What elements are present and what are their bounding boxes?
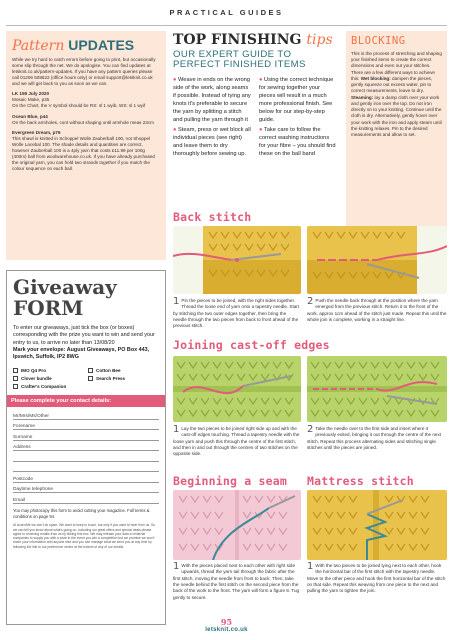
bullets-left (173, 76, 251, 159)
seam-step-1 (173, 563, 301, 601)
header-rule (6, 25, 447, 26)
checkbox-icon[interactable] (88, 368, 93, 373)
left-column (6, 31, 166, 625)
form-field-postcode[interactable] (13, 472, 159, 483)
step-number: 1 (307, 561, 314, 572)
title-bold: TOP FINISHING (173, 32, 302, 48)
joining-step-2 (307, 426, 447, 451)
blocking-box (346, 31, 447, 231)
update-heading: LK 159 July 2020 (12, 91, 50, 97)
back-stitch-illustration-1 (173, 226, 301, 294)
step-number: 1 (173, 561, 180, 572)
prize-checkboxes (13, 368, 159, 389)
updates-title-bold: UPDATES (68, 37, 135, 53)
giveaway-title-line1: Giveaway (13, 275, 117, 299)
title-main (173, 33, 337, 47)
section-title-joining: Joining cast-off edges (173, 338, 330, 352)
field-label: Forename (13, 424, 35, 430)
tips-bullets (173, 76, 337, 159)
giveaway-title-line2: FORM (13, 296, 84, 320)
prize-label: Cotton Bee (96, 368, 121, 374)
form-field-forename[interactable] (13, 420, 159, 431)
giveaway-small-print: At Acorn/life we don't do spam. We want to keep in touch, but only if you want to hear from us. So we can tell you know about what's going on, including our great offers and special deals please agree to receiving emails from us by ticking this box. We may release your data to external companies to supply you with a prize in the event you win a competition but we promise we won't share your information with anyone else and you can manage what we send you at any time by following the link to our preference centre at the bottom of any of our emails. (13, 523, 156, 549)
checkbox-icon[interactable] (13, 384, 18, 389)
prize-checkbox[interactable] (88, 368, 159, 373)
prize-checkbox[interactable] (13, 368, 84, 373)
step-number: 2 (307, 424, 314, 435)
form-field-address[interactable] (13, 441, 159, 452)
mattress-illustration (307, 490, 447, 560)
joining-illustration-1 (173, 356, 301, 422)
form-field-address-line[interactable] (13, 451, 159, 462)
step-text: Lay the two pieces to be joined right side up and with the cast-off edges touching. Thread a tapestry needle with the loose yarn and push this through the centre of the first stitch, and then in and out through the centres of two stitches on the opposite side. (173, 426, 300, 457)
bullet-text: Weave in ends on the wrong side of the work, along seams if possible. Instead of tying any knots it's preferable to secure the yarn by splitting a stitch and pulling the yarn through it (173, 77, 251, 124)
bullet-item (173, 76, 251, 125)
back-stitch-illustration-2 (307, 226, 447, 294)
steaming-text: lay a damp cloth over your work and gently iron over the top. Do not iron directly on to your knitting. Continue until the cloth is dry. Alternatively, gently hover over your work with the iron and apply steam until the knitting relaxes. Pin to the desired measurements and allow to set. (351, 94, 442, 138)
blocking-title: BLOCKING (351, 35, 406, 47)
step-text: With the pieces placed next to each other with right side upwards, thread the yarn tail through the fabric after the first stitch, moving the needle from front to back. Then, take the needle behind the first stitch on the second piece from the back of the work to the front. The yarn will form a figure 8. Tug gently to secure. (173, 563, 300, 600)
article-title (173, 33, 337, 71)
seam-illustration (173, 490, 301, 560)
field-label: Daytime telephone (13, 487, 53, 493)
field-label: Postcode (13, 476, 34, 482)
step-text: Take the needle over to the first side and insert where it previously exited, bringing it out through the centre of the next stitch. Repeat this process alternating sides and stitching single stitches until the pieces are joined. (307, 426, 442, 450)
mattress-step-1 (307, 563, 447, 595)
field-label: Mr/Mrs/Ms/Other (13, 413, 49, 419)
pattern-updates-box (6, 31, 166, 260)
update-text: On the back armholes, cont without shaping until armhole meas 23cm (12, 119, 154, 125)
title-script: tips (306, 32, 333, 48)
steaming-label: Steaming: (351, 94, 374, 100)
checkbox-icon[interactable] (13, 376, 18, 381)
joining-step-1 (173, 426, 301, 458)
bullets-right (259, 76, 337, 159)
form-field-address-line[interactable] (13, 462, 159, 473)
form-field-email[interactable] (13, 493, 159, 504)
section-title-back-stitch: Back stitch (173, 210, 252, 224)
checkbox-icon[interactable] (88, 376, 93, 381)
giveaway-intro: To enter our giveaways, just tick the box (or boxes) corresponding with the prize you want to win and send your entry to us, to arrive no later than 13/08/20 (13, 325, 155, 346)
giveaway-address: Mark your envelope: August Giveaways, PO Box 443, Ipswich, Suffolk, IP2 8WG (13, 346, 150, 361)
page-header (0, 0, 453, 26)
bullet-icon: ● (259, 126, 264, 133)
field-label: Email (13, 497, 25, 503)
field-label: Address (13, 445, 31, 451)
bullet-icon: ● (259, 77, 265, 83)
contact-form-fields (13, 409, 159, 504)
step-text: With the two pieces to be joined lying next to each other, hook the horizontal bar of the first stitch with the tapestry needle. Move to the other piece and hook the first horizontal bar of the stitch on that side. Repeat this weaving from one piece to the next and pulling the yarn to tighten the join. (307, 563, 446, 594)
prize-checkbox[interactable] (13, 384, 84, 389)
article-subtitle: OUR EXPERT GUIDE TO PERFECT FINISHED ITEMS (173, 49, 306, 71)
bullet-text: Take care to follow the correct washing instructions for your fibre – you should find these on the ball band (259, 126, 336, 157)
form-field-surname[interactable] (13, 430, 159, 441)
step-number: 2 (307, 296, 314, 307)
step-text: Pin the pieces to be joined, with the right sides together. Thread the loose end of yarn onto a tapestry needle. Start by stitching the two outer edges together, then bring the needle through the two pieces from back to front ahead of the previous stitch. (173, 298, 300, 329)
updates-title (12, 37, 160, 54)
step-number: 1 (173, 296, 180, 307)
update-heading: Ocean Blue, p44 (12, 113, 48, 119)
wet-blocking-label: Wet blocking: (360, 75, 391, 81)
field-label: Surname (13, 434, 33, 440)
bullet-icon: ● (173, 126, 179, 133)
prize-checkbox[interactable] (88, 376, 159, 381)
giveaway-note: You may photocopy this form to avoid cutting your magazine. Full terms & conditions on page 94. (13, 507, 150, 519)
update-heading: Evergreen Dream, p76 (12, 129, 61, 135)
blocking-text (351, 51, 442, 138)
updates-title-script: Pattern (12, 38, 65, 54)
section-label: PRACTICAL GUIDES (169, 8, 284, 17)
back-stitch-step-1 (173, 298, 301, 330)
form-field-title[interactable] (13, 409, 159, 420)
prize-checkbox[interactable] (13, 376, 84, 381)
bullet-text: Using the correct technique for sewing together your pieces will result in a much more professional finish. See below for our step-by-step guide. (259, 77, 334, 124)
checkbox-icon[interactable] (13, 368, 18, 373)
bullet-item (173, 126, 251, 158)
wet-blocking-text: dampen the pieces, gently squeeze out excess water, pin to correct measurements, leave to dry. (351, 75, 433, 94)
update-subheading: Mosaic Make, p35 (12, 97, 50, 103)
blocking-intro: This is the process of stretching and shaping your finished items to create the correct dimensions and even out your stitches. There are a few different ways to achieve this: (351, 51, 442, 81)
prize-label: IMO Q4 Pro (21, 368, 47, 374)
updates-intro: While we try hard to catch errors before going to print, but occasionally some slip through the net. We do apologise. You can find updates at letsknit.co.uk/pattern-updates. If you have any pattern queries please call 01206 508622 (office hours only) or email support@letsknit.co.uk and we will get back to you as soon as we can. (12, 57, 156, 87)
step-number: 1 (173, 424, 180, 435)
form-field-telephone[interactable] (13, 483, 159, 494)
giveaway-title (13, 277, 159, 319)
prize-label: Crafter's Companion (21, 384, 67, 390)
step-text: Push the needle back through at the position where the yarn emerged from the previous stitch. Return it to the front of the work, approx 1cm ahead of the stitch just made. Repeat this until the whole join is complete, working in a straight line. (307, 298, 447, 322)
bullet-item (259, 76, 337, 125)
prize-label: Search Press (96, 376, 126, 382)
section-title-seam: Beginning a seam (173, 474, 287, 488)
page-footer (0, 617, 453, 633)
section-title-mattress: Mattress stitch (307, 474, 414, 488)
update-text: On the Chart, the V symbol should be RS: sl 1 wyib, WS: sl 1 wyif (12, 103, 146, 109)
page-number: 95 (220, 617, 233, 627)
update-text: This shawl is knitted in Schoppel Wolle Zauberball 100, not Shoppel Wolle Lacebal 100. The shade details and quantities are correct, however Zauberball 100 is a 4ply yarn that costs £11.99 per 100g (400m) ball from woolwarehouse.co.uk. If you have already purchased the original yarn, you can hold two strands together if you match the colour sequence on each ball. (12, 135, 155, 171)
bullet-item (259, 126, 337, 158)
prize-label: Clover bundle (21, 376, 52, 382)
contact-details-heading: Please complete your contact details: (7, 395, 165, 407)
joining-illustration-2 (307, 356, 447, 422)
footer-site: letsknit.co.uk (205, 627, 248, 633)
bullet-icon: ● (173, 77, 179, 83)
back-stitch-step-2 (307, 298, 447, 323)
bullet-text: Steam, press or wet block all individual pieces (see right) and leave them to dry thoroughly before sewing up. (173, 126, 251, 157)
giveaway-form (6, 270, 166, 625)
